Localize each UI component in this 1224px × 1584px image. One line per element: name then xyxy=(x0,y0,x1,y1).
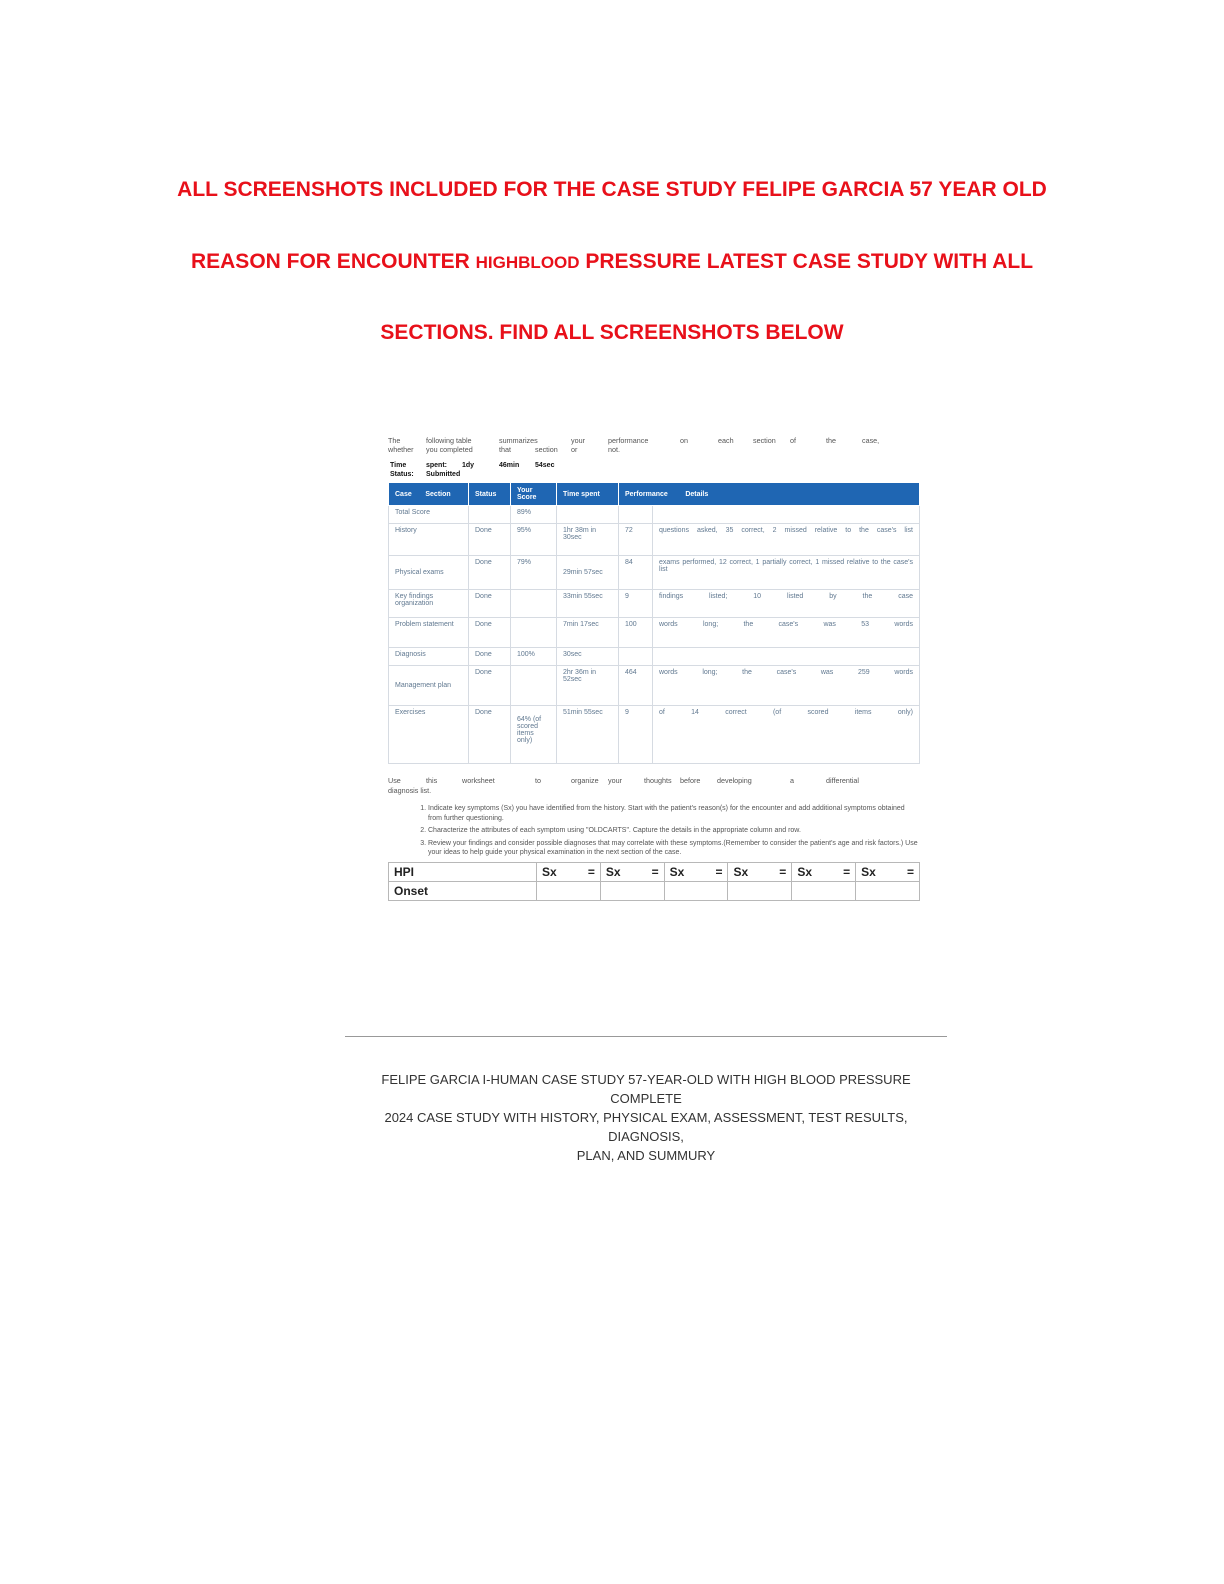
cell-section: Key findings organization xyxy=(389,590,469,618)
title-line-2-part-a: REASON FOR ENCOUNTER xyxy=(190,250,476,273)
intro-word: or xyxy=(571,445,578,454)
footer-line-2: 2024 CASE STUDY WITH HISTORY, PHYSICAL EXAM, ASSESSMENT, TEST RESULTS, DIAGNOSIS, xyxy=(384,1110,908,1144)
cell-status: Done xyxy=(469,706,511,764)
cell-performance xyxy=(619,648,653,666)
table-row xyxy=(389,618,920,648)
intro-word: each xyxy=(718,436,734,445)
time-minutes: 46min xyxy=(499,462,520,469)
onset-cell xyxy=(600,881,664,900)
cell-details: words long; the case's was 53 words xyxy=(653,618,920,648)
cell-details: findings listed; 10 listed by the case xyxy=(653,590,920,618)
performance-table-header xyxy=(389,483,920,506)
table-row xyxy=(389,666,920,706)
worksheet-word: developing xyxy=(717,776,752,785)
time-label: Time xyxy=(390,462,407,469)
cell-section: Management plan xyxy=(389,666,469,706)
cell-status: Done xyxy=(469,666,511,706)
onset-cell xyxy=(728,881,792,900)
intro-word: section xyxy=(535,445,558,454)
onset-cell xyxy=(792,881,856,900)
header-performance-details: Performance Details xyxy=(619,483,920,506)
cell-score xyxy=(511,590,557,618)
worksheet-word: to xyxy=(535,776,541,785)
worksheet-word: thoughts xyxy=(644,776,672,785)
intro-word: section xyxy=(753,436,776,445)
cell-status xyxy=(469,506,511,524)
status-label: Status: xyxy=(390,471,414,478)
cell-details xyxy=(653,506,920,524)
worksheet-word: this xyxy=(426,776,438,785)
hpi-sx-cell: Sx = xyxy=(792,862,856,881)
intro-word: case, xyxy=(862,436,880,445)
table-row xyxy=(389,590,920,618)
cell-score xyxy=(511,666,557,706)
status-value: Submitted xyxy=(426,471,461,478)
list-item: 1. Indicate key symptoms (Sx) you have identified from the history. Start with the patient's reason(s) for the encounter and add additional symptoms obtained from further questioning. xyxy=(428,804,920,823)
cell-time xyxy=(557,506,619,524)
spent-label: spent: xyxy=(426,462,447,469)
intro-word: following table xyxy=(426,436,472,445)
cell-time: 30sec xyxy=(557,648,619,666)
intro-word: performance xyxy=(608,436,649,445)
table-row xyxy=(389,524,920,556)
table-row xyxy=(389,648,920,666)
cell-score: 89% xyxy=(511,506,557,524)
intro-word: that xyxy=(499,445,511,454)
document-title-line-1: ALL SCREENSHOTS INCLUDED FOR THE CASE STUDY FELIPE GARCIA 57 YEAR OLD xyxy=(177,178,1047,201)
intro-word: on xyxy=(680,436,688,445)
performance-table xyxy=(388,482,920,764)
cell-time: 29min 57sec xyxy=(557,556,619,590)
cell-performance: 9 xyxy=(619,590,653,618)
header-case-section: Case Section xyxy=(389,483,469,506)
document-title-line-3: SECTIONS. FIND ALL SCREENSHOTS BELOW xyxy=(380,321,844,344)
list-item: 2. Characterize the attributes of each symptom using "OLDCARTS". Capture the details in the appropriate column and row. xyxy=(428,826,920,836)
time-days: 1dy xyxy=(462,462,475,469)
cell-status: Done xyxy=(469,618,511,648)
cell-score xyxy=(511,618,557,648)
title-line-2-part-c: PRESSURE LATEST CASE STUDY WITH ALL xyxy=(579,250,1034,273)
cell-performance: 464 xyxy=(619,666,653,706)
cell-time: 2hr 36m in 52sec xyxy=(557,666,619,706)
onset-cell xyxy=(537,881,601,900)
intro-word: The xyxy=(388,436,401,445)
worksheet-word: organize xyxy=(571,776,599,785)
intro-word: whether xyxy=(388,445,414,454)
cell-status: Done xyxy=(469,556,511,590)
onset-cell xyxy=(664,881,728,900)
cell-time: 33min 55sec xyxy=(557,590,619,618)
cell-details: words long; the case's was 259 words xyxy=(653,666,920,706)
cell-details xyxy=(653,648,920,666)
worksheet-steps xyxy=(388,804,920,858)
cell-details: questions asked, 35 correct, 2 missed relative to the case's list xyxy=(653,524,920,556)
onset-label: Onset xyxy=(389,881,537,900)
worksheet-word: your xyxy=(608,776,622,785)
header-status: Status xyxy=(469,483,511,506)
document-title-line-2 xyxy=(0,250,1224,274)
footer-line-3: PLAN, AND SUMMURY xyxy=(576,1148,716,1163)
cell-details: of 14 correct (of scored items only) xyxy=(653,706,920,764)
worksheet-word: a xyxy=(790,776,794,785)
onset-cell xyxy=(856,881,920,900)
cell-score: 79% xyxy=(511,556,557,590)
cell-performance: 9 xyxy=(619,706,653,764)
cell-details: exams performed, 12 correct, 1 partially correct, 1 missed relative to the case's list xyxy=(653,556,920,590)
cell-section: Physical exams xyxy=(389,556,469,590)
intro-word: of xyxy=(790,436,796,445)
cell-performance: 72 xyxy=(619,524,653,556)
cell-status: Done xyxy=(469,590,511,618)
cell-status: Done xyxy=(469,524,511,556)
table-row xyxy=(389,881,920,900)
cell-time: 1hr 38m in 30sec xyxy=(557,524,619,556)
table-row xyxy=(389,506,920,524)
list-item: 3. Review your findings and consider possible diagnoses that may correlate with these symptoms.(Remember to consider the patient's age and risk factors.) Use your ideas to help guide your physical examination in the next section of the case. xyxy=(428,839,920,858)
worksheet-word: diagnosis list. xyxy=(388,786,432,795)
time-seconds: 54sec xyxy=(535,462,555,469)
table-row xyxy=(389,706,920,764)
cell-time: 7min 17sec xyxy=(557,618,619,648)
hpi-sx-cell: Sx = xyxy=(600,862,664,881)
intro-word: your xyxy=(571,436,585,445)
intro-word: the xyxy=(826,436,836,445)
cell-score: 64% (of scored items only) xyxy=(511,706,557,764)
hpi-table xyxy=(388,862,920,901)
intro-word: you completed xyxy=(426,445,473,454)
worksheet-word: before xyxy=(680,776,701,785)
cell-performance xyxy=(619,506,653,524)
title-line-2-part-b: HIGHBLOOD xyxy=(475,253,580,272)
hpi-label: HPI xyxy=(389,862,537,881)
table-row xyxy=(389,862,920,881)
table-row xyxy=(389,556,920,590)
cell-section: Total Score xyxy=(389,506,469,524)
intro-text xyxy=(388,436,920,454)
cell-time: 51min 55sec xyxy=(557,706,619,764)
cell-section: Diagnosis xyxy=(389,648,469,666)
cell-status: Done xyxy=(469,648,511,666)
cell-section: Problem statement xyxy=(389,618,469,648)
hpi-sx-cell: Sx = xyxy=(664,862,728,881)
time-status xyxy=(388,462,920,482)
cell-score: 95% xyxy=(511,524,557,556)
footer-line-1: FELIPE GARCIA I-HUMAN CASE STUDY 57-YEAR-OLD WITH HIGH BLOOD PRESSURE COMPLETE xyxy=(381,1072,911,1106)
worksheet-word: differential xyxy=(826,776,860,785)
embedded-screenshot xyxy=(388,436,920,901)
footer-divider xyxy=(345,1036,947,1037)
header-your-score: Your Score xyxy=(511,483,557,506)
header-time-spent: Time spent xyxy=(557,483,619,506)
cell-performance: 100 xyxy=(619,618,653,648)
cell-section: Exercises xyxy=(389,706,469,764)
hpi-sx-cell: Sx = xyxy=(728,862,792,881)
intro-word: summarizes xyxy=(499,436,538,445)
hpi-sx-cell: Sx = xyxy=(856,862,920,881)
hpi-sx-cell: Sx = xyxy=(537,862,601,881)
worksheet-word: Use xyxy=(388,776,401,785)
cell-performance: 84 xyxy=(619,556,653,590)
cell-section: History xyxy=(389,524,469,556)
cell-score: 100% xyxy=(511,648,557,666)
page-footer xyxy=(345,1070,947,1165)
worksheet-intro xyxy=(388,776,920,796)
intro-word: not. xyxy=(608,445,620,454)
worksheet-word: worksheet xyxy=(462,776,495,785)
